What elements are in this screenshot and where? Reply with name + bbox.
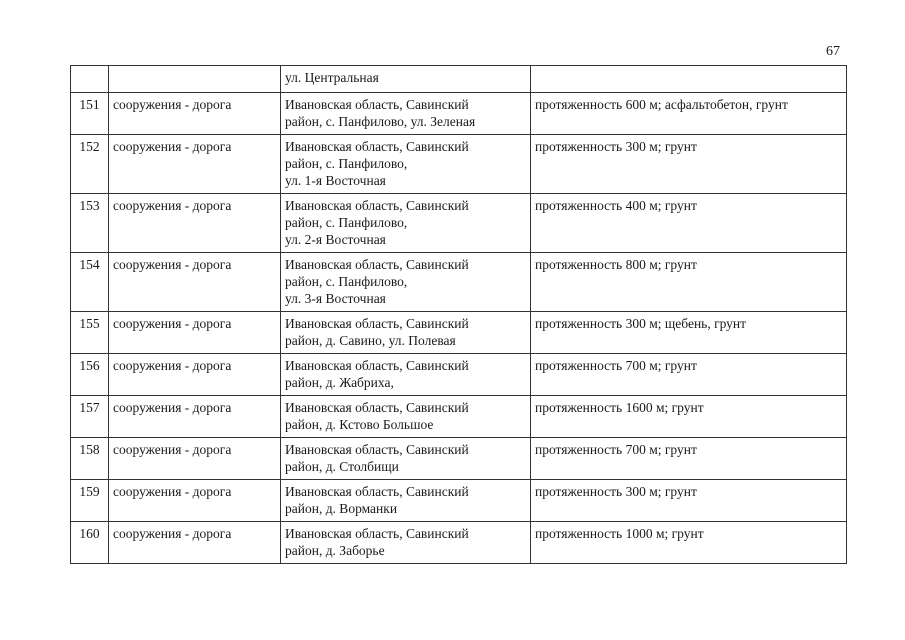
row-number: 159 — [71, 480, 109, 522]
object-type: сооружения - дорога — [109, 354, 281, 396]
address-line: Ивановская область, Савинский — [285, 316, 469, 331]
address-line: район, с. Панфилово, — [285, 215, 408, 230]
address-line: район, с. Панфилово, — [285, 274, 408, 289]
address-line: район, д. Жабриха, — [285, 375, 394, 390]
address-line: Ивановская область, Савинский — [285, 358, 469, 373]
object-type — [109, 66, 281, 93]
table-row — [71, 480, 847, 522]
object-address — [281, 93, 531, 135]
object-type: сооружения - дорога — [109, 253, 281, 312]
address-line: район, д. Ворманки — [285, 501, 398, 516]
address-line: Ивановская область, Савинский — [285, 139, 469, 154]
table-row — [71, 438, 847, 480]
table-row — [71, 354, 847, 396]
address-line: Ивановская область, Савинский — [285, 97, 469, 112]
page-number: 67 — [826, 44, 840, 59]
row-number: 151 — [71, 93, 109, 135]
object-address — [281, 396, 531, 438]
address-line: Ивановская область, Савинский — [285, 257, 469, 272]
table-row — [71, 312, 847, 354]
table-row — [71, 522, 847, 564]
object-type: сооружения - дорога — [109, 438, 281, 480]
row-number: 158 — [71, 438, 109, 480]
object-address — [281, 194, 531, 253]
object-address — [281, 66, 531, 93]
object-description: протяженность 300 м; грунт — [531, 135, 847, 194]
object-description: протяженность 1000 м; грунт — [531, 522, 847, 564]
row-number: 154 — [71, 253, 109, 312]
table-row — [71, 253, 847, 312]
address-line: район, д. Столбищи — [285, 459, 399, 474]
table-row — [71, 93, 847, 135]
table-row — [71, 135, 847, 194]
object-description: протяженность 800 м; грунт — [531, 253, 847, 312]
object-address — [281, 354, 531, 396]
object-address — [281, 312, 531, 354]
address-line: ул. 1-я Восточная — [285, 173, 386, 188]
address-line: район, д. Заборье — [285, 543, 385, 558]
row-number: 153 — [71, 194, 109, 253]
object-description — [531, 66, 847, 93]
property-table — [70, 65, 847, 564]
row-number: 152 — [71, 135, 109, 194]
object-description: протяженность 300 м; грунт — [531, 480, 847, 522]
object-type: сооружения - дорога — [109, 480, 281, 522]
object-description: протяженность 400 м; грунт — [531, 194, 847, 253]
table-row — [71, 194, 847, 253]
address-line: район, с. Панфилово, ул. Зеленая — [285, 114, 476, 129]
row-number: 157 — [71, 396, 109, 438]
address-line: Ивановская область, Савинский — [285, 400, 469, 415]
address-line: ул. 2-я Восточная — [285, 232, 386, 247]
object-type: сооружения - дорога — [109, 194, 281, 253]
address-line: район, д. Кстово Большое — [285, 417, 434, 432]
object-address — [281, 135, 531, 194]
address-line: Ивановская область, Савинский — [285, 198, 469, 213]
object-type: сооружения - дорога — [109, 522, 281, 564]
table-row-continuation — [71, 66, 847, 93]
object-address — [281, 253, 531, 312]
row-number: 160 — [71, 522, 109, 564]
object-description: протяженность 300 м; щебень, грунт — [531, 312, 847, 354]
table-row — [71, 396, 847, 438]
address-line: район, с. Панфилово, — [285, 156, 408, 171]
row-number: 156 — [71, 354, 109, 396]
object-address — [281, 480, 531, 522]
object-type: сооружения - дорога — [109, 396, 281, 438]
object-address — [281, 522, 531, 564]
address-line: район, д. Савино, ул. Полевая — [285, 333, 456, 348]
object-description: протяженность 700 м; грунт — [531, 354, 847, 396]
object-description: протяженность 1600 м; грунт — [531, 396, 847, 438]
address-line: Ивановская область, Савинский — [285, 484, 469, 499]
row-number: 155 — [71, 312, 109, 354]
address-line: Ивановская область, Савинский — [285, 526, 469, 541]
address-line: Ивановская область, Савинский — [285, 442, 469, 457]
object-type: сооружения - дорога — [109, 135, 281, 194]
row-number — [71, 66, 109, 93]
address-line: ул. 3-я Восточная — [285, 291, 386, 306]
object-type: сооружения - дорога — [109, 312, 281, 354]
object-type: сооружения - дорога — [109, 93, 281, 135]
object-description: протяженность 700 м; грунт — [531, 438, 847, 480]
address-line: ул. Центральная — [285, 70, 379, 85]
object-description: протяженность 600 м; асфальтобетон, грунт — [531, 93, 847, 135]
object-address — [281, 438, 531, 480]
